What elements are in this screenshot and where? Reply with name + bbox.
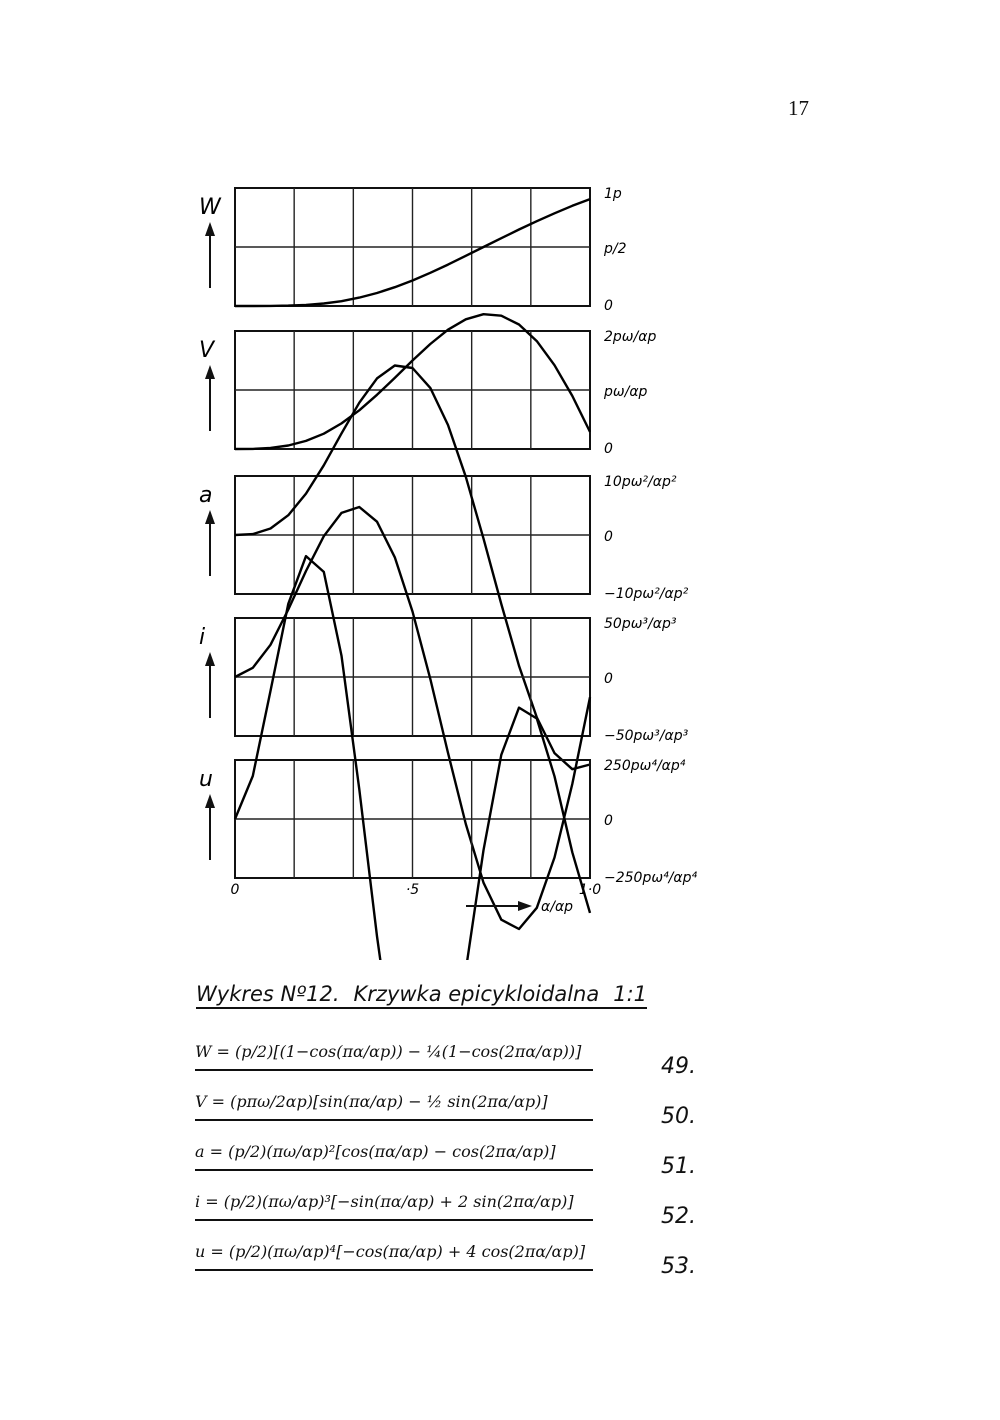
x-tick-label: 0 [230,882,240,898]
acceleration-axis-symbol: a [199,483,213,508]
axis-arrow-head [205,222,215,236]
formula-velocity: V = (pπω/2αp)[sin(πα/αp) − ½ sin(2πα/αp)] [195,1092,593,1121]
displacement-scale-label: 0 [604,298,613,314]
figure-caption [196,982,647,1009]
jerk-scale-label: −50pω³/αp³ [604,728,689,744]
snap-scale-label: 250pω⁴/αp⁴ [604,758,686,774]
page-number: 17 [788,96,809,120]
displacement-scale-label: 1p [604,186,622,202]
acceleration-scale-label: −10pω²/αp² [604,586,689,602]
formula-row [195,1134,715,1184]
jerk-scale-label: 0 [604,671,613,687]
formula-displacement: W = (p/2)[(1−cos(πα/αp)) − ¼(1−cos(2πα/αp))] [195,1042,593,1071]
formula-row [195,1184,715,1234]
axis-arrow-head [205,510,215,524]
jerk-scale-label: 50pω³/αp³ [604,616,677,632]
formula-jerk: i = (p/2)(πω/αp)³[−sin(πα/αp) + 2 sin(2πα/αp)] [195,1192,593,1221]
displacement-scale-label: p/2 [604,241,627,257]
displacement-axis-symbol: W [199,195,221,220]
x-tick-label: 1·0 [578,882,602,898]
snap-axis-symbol: u [199,767,213,792]
formula-row [195,1234,715,1284]
snap-curve [235,556,590,960]
snap-scale-label: 0 [604,813,613,829]
caption-title: Krzywka epicykloidalna [353,982,600,1006]
formula-number: 52. [661,1204,696,1229]
acceleration-scale-label: 0 [604,529,613,545]
axis-arrow-head [205,365,215,379]
formula-snap: u = (p/2)(πω/αp)⁴[−cos(πα/αp) + 4 cos(2πα/αp)] [195,1242,593,1271]
formula-row [195,1034,715,1084]
axis-arrow-head [205,652,215,666]
jerk-axis-symbol: i [199,625,206,650]
x-tick-label: ·5 [405,882,420,898]
formula-number: 50. [661,1104,696,1129]
formula-number: 49. [661,1054,696,1079]
velocity-scale-label: 2pω/αp [604,329,657,345]
velocity-axis-symbol: V [199,338,215,363]
formula-number: 53. [661,1254,696,1279]
snap-scale-label: −250pω⁴/αp⁴ [604,870,698,886]
caption-scale: 1:1 [613,982,648,1006]
x-axis-arrow-head [518,901,532,911]
formula-number: 51. [661,1154,696,1179]
velocity-scale-label: 0 [604,441,613,457]
axis-arrow-head [205,794,215,808]
formula-row [195,1084,715,1134]
acceleration-scale-label: 10pω²/αp² [604,474,677,490]
formula-acceleration: a = (p/2)(πω/αp)²[cos(πα/αp) − cos(2πα/αp)] [195,1142,593,1171]
formula-list [195,1034,715,1284]
velocity-scale-label: pω/αp [604,384,648,400]
x-axis-label: α/αp [541,899,574,915]
caption-figure-number: Wykres Nº12. [196,982,340,1006]
